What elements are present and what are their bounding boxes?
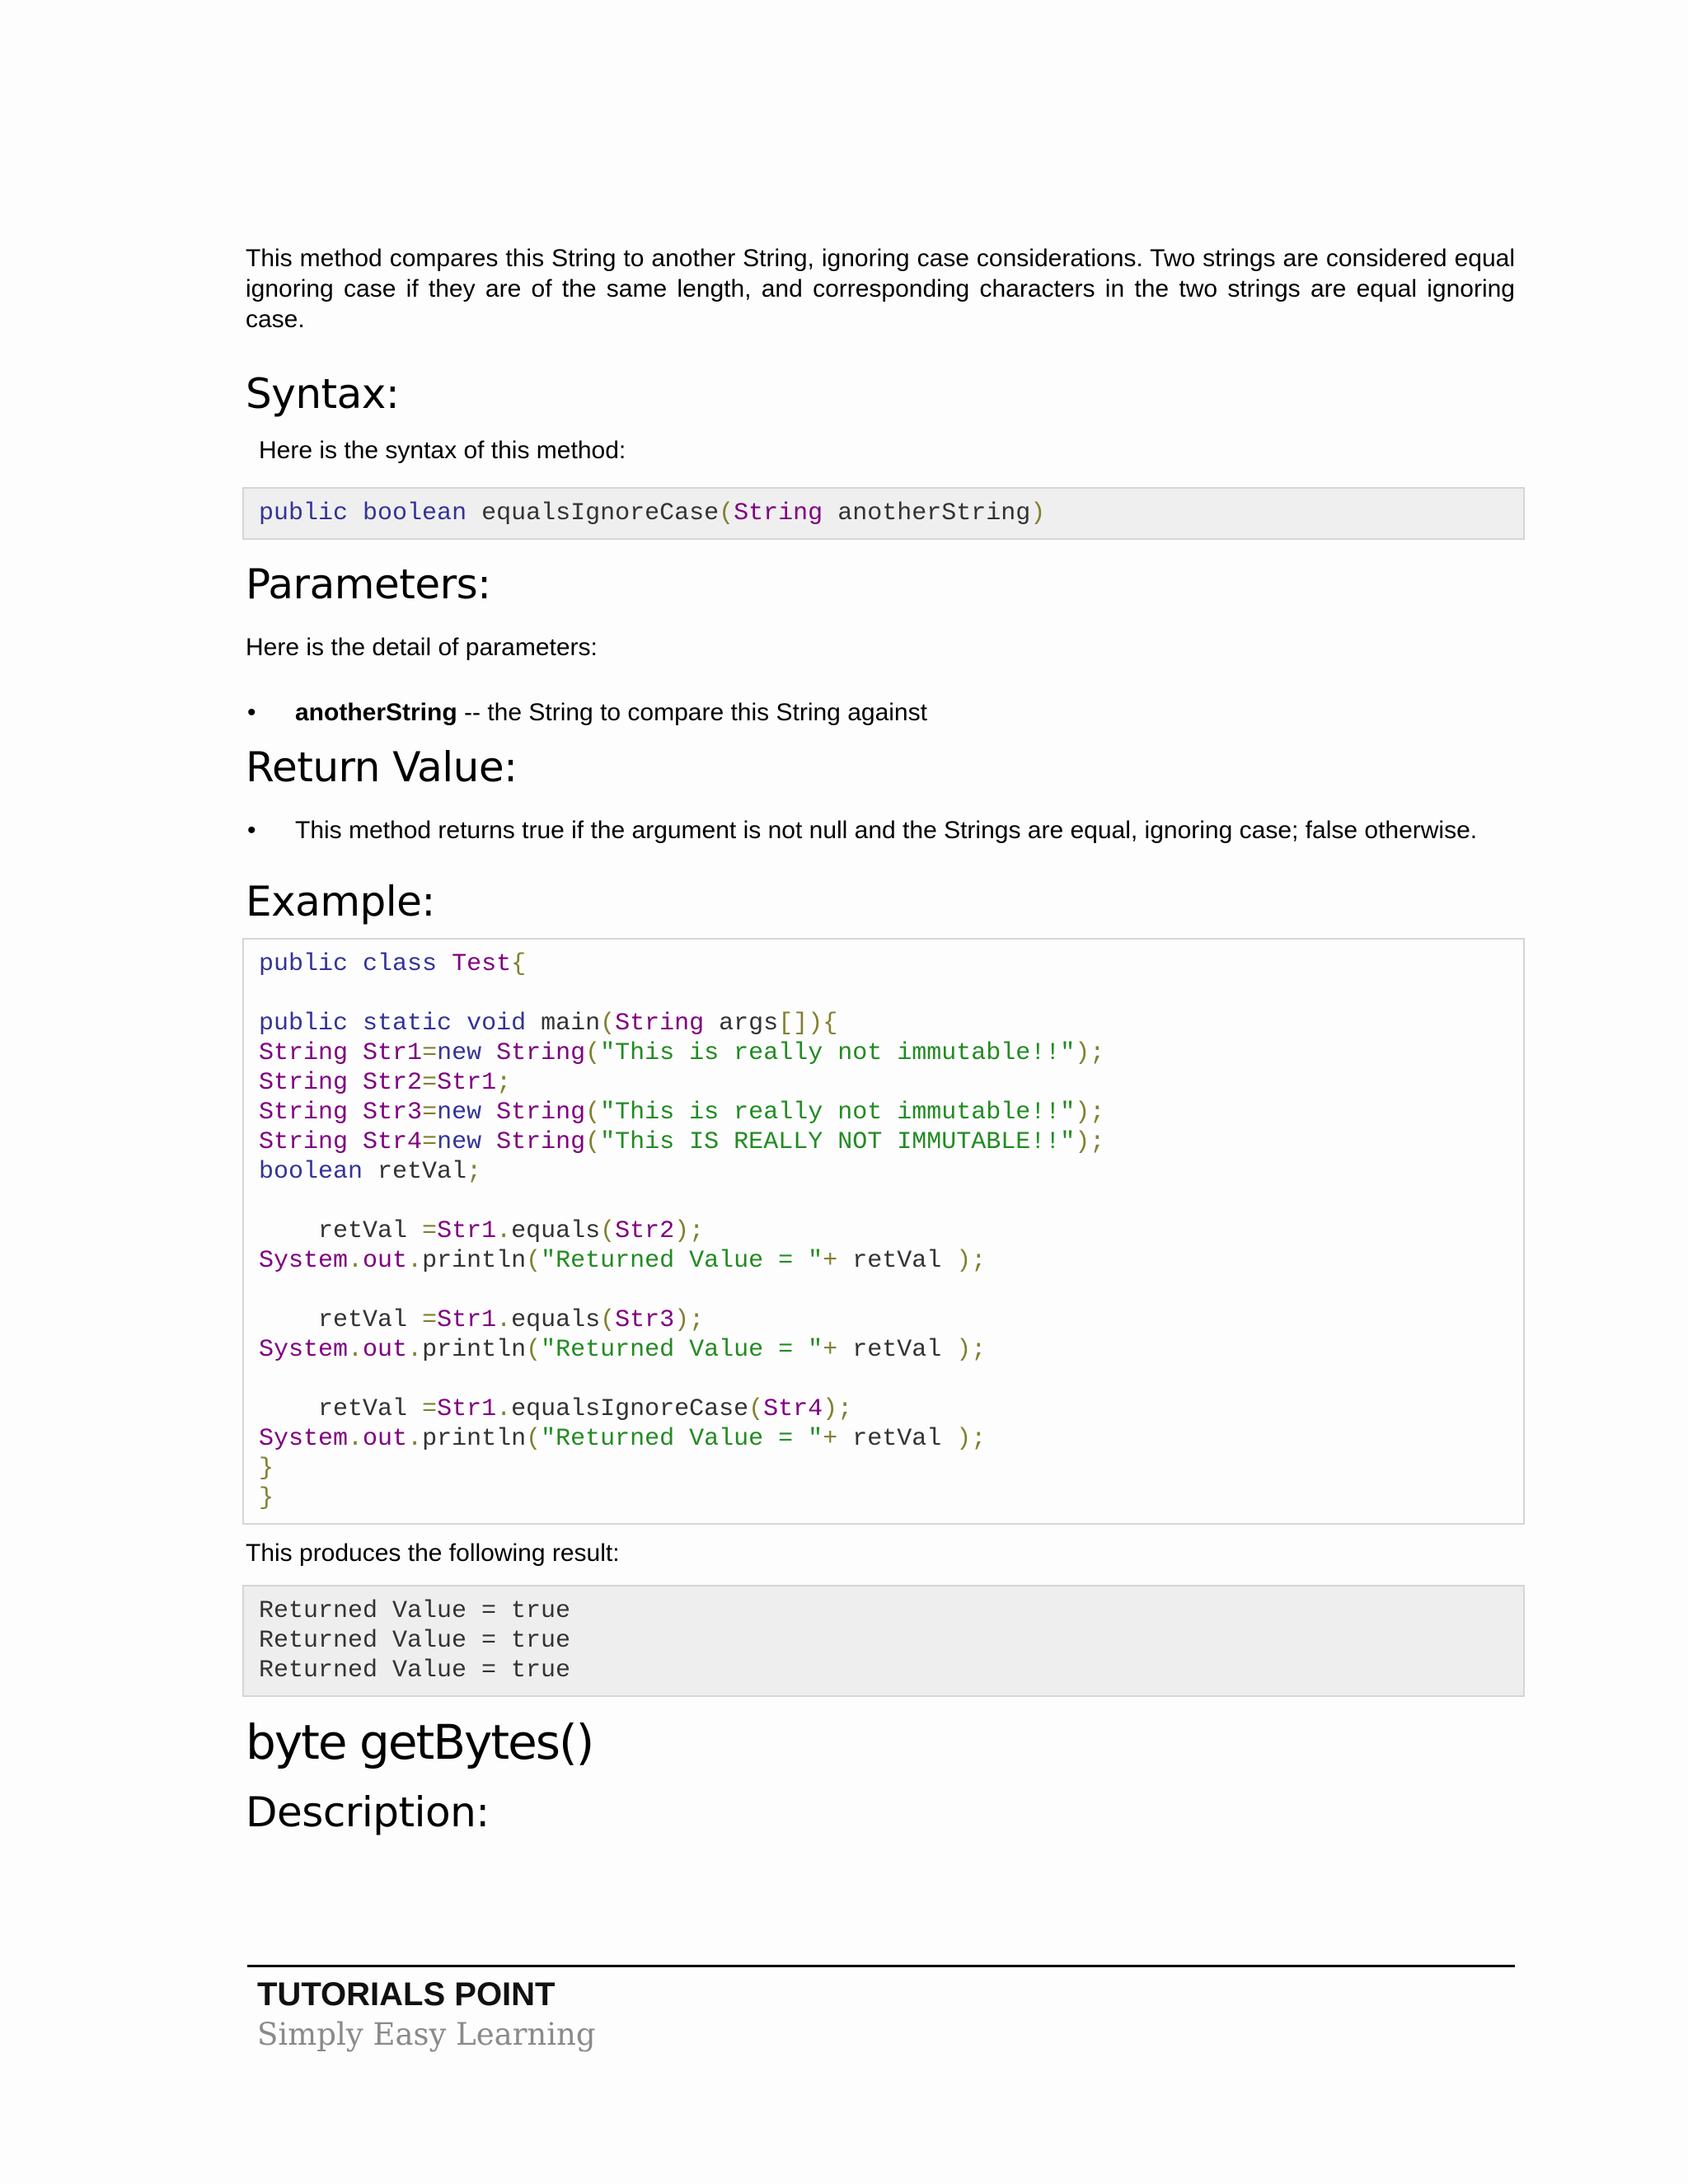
page-footer xyxy=(246,1965,1515,2053)
code-token: } xyxy=(259,1484,274,1512)
code-token: out xyxy=(363,1336,408,1364)
code-token: ( xyxy=(600,1217,616,1245)
code-token: . xyxy=(348,1336,363,1364)
code-line xyxy=(259,1157,1508,1187)
code-token: equalsIgnoreCase xyxy=(481,499,720,527)
code-token: out xyxy=(363,1425,408,1453)
code-token: retVal xyxy=(259,1217,423,1245)
code-line xyxy=(259,1098,1508,1127)
code-token: retVal xyxy=(837,1247,957,1275)
code-token xyxy=(348,950,363,978)
code-token: main xyxy=(526,1010,601,1038)
code-token: System xyxy=(259,1336,349,1364)
code-line xyxy=(259,1365,1508,1394)
code-token: anotherString xyxy=(837,499,1031,527)
syntax-lead: Here is the syntax of this method: xyxy=(259,437,626,464)
code-line xyxy=(259,1068,1508,1098)
syntax-code-block xyxy=(242,487,1525,540)
code-token: ( xyxy=(600,1010,616,1038)
section-title: byte getBytes() xyxy=(246,1714,593,1770)
code-token: "Returned Value = " xyxy=(541,1425,823,1453)
return-desc: This method returns true if the argument is not null and the Strings are equal, ignoring case; false otherwise. xyxy=(295,817,1478,844)
code-token: "This is really not immutable!!" xyxy=(600,1099,1076,1127)
code-token xyxy=(481,1039,496,1067)
code-token: ; xyxy=(496,1069,512,1097)
code-token: String xyxy=(496,1128,586,1156)
code-line xyxy=(259,1305,1508,1335)
return-value-heading: Return Value: xyxy=(246,743,518,791)
code-token: . xyxy=(348,1425,363,1453)
syntax-heading: Syntax: xyxy=(246,370,400,418)
output-line: Returned Value = true xyxy=(259,1597,571,1625)
output-line: Returned Value = true xyxy=(259,1657,571,1685)
code-token: Str1 xyxy=(437,1395,497,1423)
footer-brand: TUTORIALS POINT xyxy=(257,1976,556,2013)
code-token: = xyxy=(422,1128,438,1156)
code-token: . xyxy=(496,1395,512,1423)
example-code-block xyxy=(242,938,1525,1525)
code-token: []){ xyxy=(778,1010,838,1038)
code-token xyxy=(481,1099,496,1127)
list-item xyxy=(246,697,1515,728)
code-token: + xyxy=(823,1247,838,1275)
code-token: = xyxy=(422,1217,438,1245)
output-line: Returned Value = true xyxy=(259,1627,571,1655)
code-token xyxy=(481,1128,496,1156)
code-line xyxy=(259,1276,1508,1305)
code-token: String xyxy=(259,1039,349,1067)
parameters-lead: Here is the detail of parameters: xyxy=(246,634,598,661)
code-token: ); xyxy=(674,1217,705,1245)
code-token: Str4 xyxy=(763,1395,823,1423)
code-token: retVal xyxy=(837,1336,957,1364)
code-token xyxy=(348,1010,363,1038)
bullet-icon: • xyxy=(247,817,256,844)
code-token: equalsIgnoreCase xyxy=(511,1395,749,1423)
code-line xyxy=(259,1454,1508,1483)
code-token: ); xyxy=(823,1395,853,1423)
code-token: public xyxy=(259,950,349,978)
code-token: "Returned Value = " xyxy=(541,1247,823,1275)
document-page xyxy=(246,243,1515,1839)
code-token: static xyxy=(363,1010,452,1038)
code-token: ); xyxy=(956,1425,987,1453)
code-token: "This IS REALLY NOT IMMUTABLE!!" xyxy=(600,1128,1076,1156)
code-line xyxy=(259,1424,1508,1454)
code-token: Str1 xyxy=(363,1039,423,1067)
code-token: void xyxy=(467,1010,527,1038)
intro-paragraph: This method compares this String to another String, ignoring case considerations. Two strings are considered equal ignoring case if they are of the same length, and corresponding characters in the two strings are equal ignoring case. xyxy=(246,245,1515,333)
code-token: ); xyxy=(1075,1039,1105,1067)
code-token: System xyxy=(259,1247,349,1275)
return-value-list xyxy=(246,815,1515,846)
code-token: . xyxy=(407,1336,423,1364)
code-token: public xyxy=(259,1010,349,1038)
code-token: retVal xyxy=(259,1306,423,1334)
parameters-heading: Parameters: xyxy=(246,560,491,608)
code-token: equals xyxy=(511,1217,601,1245)
result-lead: This produces the following result: xyxy=(246,1540,620,1567)
code-line xyxy=(259,1394,1508,1424)
code-token: Str1 xyxy=(437,1306,497,1334)
bullet-icon: • xyxy=(247,699,256,726)
code-token: String xyxy=(496,1039,586,1067)
code-token: System xyxy=(259,1425,349,1453)
code-token: + xyxy=(823,1425,838,1453)
code-token: = xyxy=(422,1069,438,1097)
code-token: ( xyxy=(526,1336,542,1364)
code-token: retVal xyxy=(363,1158,467,1186)
code-token: ( xyxy=(526,1425,542,1453)
code-token: ) xyxy=(1030,499,1046,527)
param-name: anotherString xyxy=(295,699,457,726)
code-token: boolean xyxy=(363,499,467,527)
code-token xyxy=(348,1099,363,1127)
code-token: "Returned Value = " xyxy=(541,1336,823,1364)
code-token: { xyxy=(511,950,527,978)
code-token: . xyxy=(407,1425,423,1453)
code-token: String xyxy=(259,1069,349,1097)
code-token: Str3 xyxy=(363,1099,423,1127)
code-token: class xyxy=(363,950,438,978)
code-token: . xyxy=(407,1247,423,1275)
code-token: equals xyxy=(511,1306,601,1334)
code-token: String xyxy=(259,1099,349,1127)
code-token xyxy=(452,1010,467,1038)
code-token: ); xyxy=(674,1306,705,1334)
code-token xyxy=(437,950,452,978)
example-heading: Example: xyxy=(246,878,435,926)
code-token: ); xyxy=(956,1336,987,1364)
footer-divider xyxy=(247,1965,1515,1967)
code-token: String xyxy=(615,1010,705,1038)
code-token: Str2 xyxy=(363,1069,423,1097)
code-token: = xyxy=(422,1039,438,1067)
code-token: ( xyxy=(585,1128,601,1156)
param-desc: -- the String to compare this String against xyxy=(457,699,927,726)
code-token: Str1 xyxy=(437,1217,497,1245)
code-token: new xyxy=(437,1039,482,1067)
code-token: args xyxy=(704,1010,779,1038)
result-output-block xyxy=(242,1585,1525,1697)
code-token: new xyxy=(437,1099,482,1127)
code-token: Str3 xyxy=(615,1306,675,1334)
code-line xyxy=(259,979,1508,1009)
description-heading: Description: xyxy=(246,1788,490,1836)
code-token: . xyxy=(496,1217,512,1245)
code-token: Str2 xyxy=(615,1217,675,1245)
code-line xyxy=(259,1127,1508,1157)
code-token: = xyxy=(422,1099,438,1127)
code-token: } xyxy=(259,1455,274,1483)
code-token: ( xyxy=(585,1039,601,1067)
code-line xyxy=(259,1009,1508,1038)
code-token: println xyxy=(422,1336,527,1364)
code-token: ( xyxy=(719,499,734,527)
code-line xyxy=(259,1187,1508,1216)
code-token: ); xyxy=(956,1247,987,1275)
code-token: retVal xyxy=(837,1425,957,1453)
code-line xyxy=(259,1335,1508,1365)
code-token: new xyxy=(437,1128,482,1156)
code-token: Test xyxy=(452,950,512,978)
code-line xyxy=(259,1038,1508,1068)
code-line xyxy=(259,1483,1508,1513)
code-token: = xyxy=(422,1306,438,1334)
code-token: "This is really not immutable!!" xyxy=(600,1039,1076,1067)
code-token: Str4 xyxy=(363,1128,423,1156)
footer-tagline: Simply Easy Learning xyxy=(257,2017,596,2052)
code-token: . xyxy=(496,1306,512,1334)
code-token: ( xyxy=(526,1247,542,1275)
code-token: ; xyxy=(467,1158,482,1186)
code-line xyxy=(259,1216,1508,1246)
code-token: = xyxy=(422,1395,438,1423)
code-token: String xyxy=(259,1128,349,1156)
list-item xyxy=(246,815,1515,846)
code-token xyxy=(348,1039,363,1067)
code-token: String xyxy=(496,1099,586,1127)
code-token: boolean xyxy=(259,1158,363,1186)
code-token: println xyxy=(422,1247,527,1275)
code-token: ( xyxy=(585,1099,601,1127)
code-token: out xyxy=(363,1247,408,1275)
code-token xyxy=(348,1128,363,1156)
parameters-list xyxy=(246,697,1515,728)
code-line xyxy=(259,949,1508,979)
code-token: retVal xyxy=(259,1395,423,1423)
code-token: + xyxy=(823,1336,838,1364)
code-token: Str1 xyxy=(437,1069,497,1097)
code-token: ); xyxy=(1075,1099,1105,1127)
code-token: String xyxy=(734,499,823,527)
code-token xyxy=(348,1069,363,1097)
code-token: println xyxy=(422,1425,527,1453)
code-token: ); xyxy=(1075,1128,1105,1156)
code-token: public xyxy=(259,499,349,527)
code-token: ( xyxy=(600,1306,616,1334)
code-line xyxy=(259,1246,1508,1276)
code-token: . xyxy=(348,1247,363,1275)
code-token: ( xyxy=(748,1395,764,1423)
